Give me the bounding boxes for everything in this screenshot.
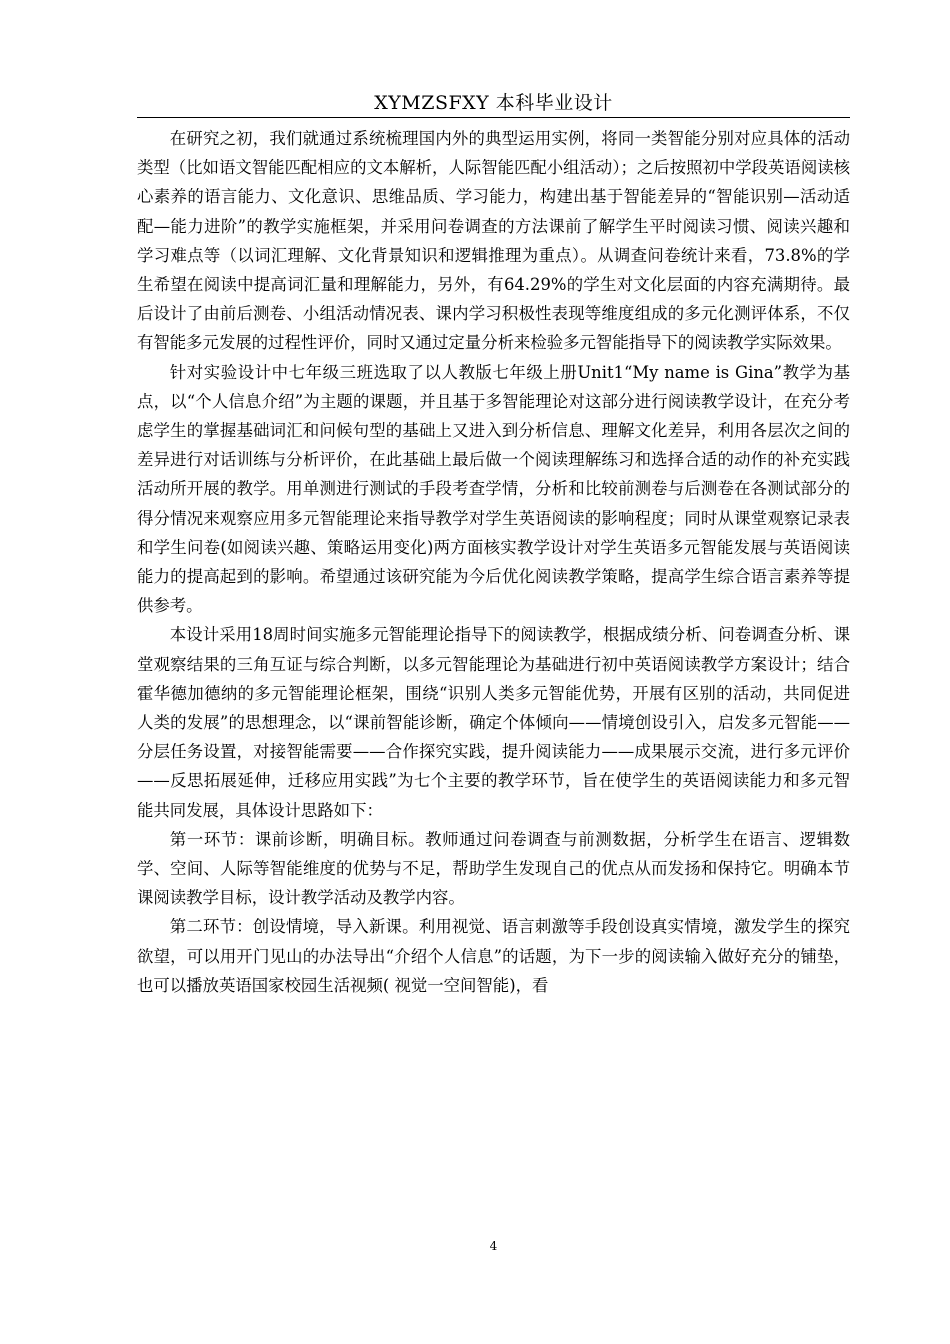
paragraph-research-framework: 在研究之初，我们就通过系统梳理国内外的典型运用实例，将同一类智能分别对应具体的活动类型（比如语文智能匹配相应的文本解析，人际智能匹配小组活动）；之后按照初中学段英语阅读核心素养的语言能力、文化意识、思维品质、学习能力，构建出基于智能差异的“智能识别—活动适配—能力进阶”的教学实施框架，并采用问卷调查的方法课前了解学生平时阅读习惯、阅读兴趣和学习难点等（以词汇理解、文化背景知识和逻辑推理为重点）。从调查问卷统计来看，73.8%的学生希望在阅读中提高词汇量和理解能力，另外，有64.29%的学生对文化层面的内容充满期待。最后设计了由前后测卷、小组活动情况表、课内学习积极性表现等维度组成的多元化测评体系，不仅有智能多元发展的过程性评价，同时又通过定量分析来检验多元智能指导下的阅读教学实际效果。 — [137, 129, 850, 353]
page-number: 4 — [489, 1239, 498, 1253]
paragraph-stage-two: 第二环节：创设情境，导入新课。利用视觉、语言刺激等手段创设真实情境，激发学生的探究欲望，可以用开门见山的办法导出“介绍个人信息”的话题，为下一步的阅读输入做好充分的铺垫，也可以播放英语国家校园生活视频( 视觉一空间智能)，看 — [137, 917, 850, 995]
paragraph-stage-one: 第一环节：课前诊断，明确目标。教师通过问卷调查与前测数据，分析学生在语言、逻辑数学、空间、人际等智能维度的优势与不足，帮助学生发现自己的优点从而发扬和保持它。明确本节课阅读教学目标，设计教学活动及教学内容。 — [137, 829, 850, 908]
header-divider — [137, 117, 850, 118]
document-body — [137, 124, 850, 1000]
paragraph-teaching-plan: 本设计采用18周时间实施多元智能理论指导下的阅读教学，根据成绩分析、问卷调查分析、课堂观察结果的三角互证与综合判断，以多元智能理论为基础进行初中英语阅读教学方案设计；结合霍华德加德纳的多元智能理论框架，围绕“识别人类多元智能优势，开展有区别的活动，共同促进人类的发展”的思想理念，以“课前智能诊断，确定个体倾向——情境创设引入，启发多元智能——分层任务设置，对接智能需要——合作探究实践，提升阅读能力——成果展示交流，进行多元评价——反思拓展延伸，迁移应用实践”为七个主要的教学环节，旨在使学生的英语阅读能力和多元智能共同发展，具体设计思路如下： — [137, 625, 850, 820]
page-header-title: XYMZSFXY 本科毕业设计 — [374, 92, 613, 114]
paragraph-experiment-design: 针对实验设计中七年级三班选取了以人教版七年级上册Unit1“My name is Gina”教学为基点，以“个人信息介绍”为主题的课题，并且基于多智能理论对这部分进行阅读教学设计，在充分考虑学生的掌握基础词汇和问候句型的基础上又进入到分析信息、理解文化差异，利用各层次之间的差异进行对话训练与分析评价，在此基础上最后做一个阅读理解练习和选择合适的动作的补充实践活动所开展的教学。用单测进行测试的手段考查学情，分析和比较前测卷与后测卷在各测试部分的得分情况来观察应用多元智能理论来指导教学对学生英语阅读的影响程度；同时从课堂观察记录表和学生问卷(如阅读兴趣、策略运用变化)两方面核实教学设计对学生英语多元智能发展与英语阅读能力的提高起到的影响。希望通过该研究能为今后优化阅读教学策略，提高学生综合语言素养等提供参考。 — [137, 362, 850, 616]
